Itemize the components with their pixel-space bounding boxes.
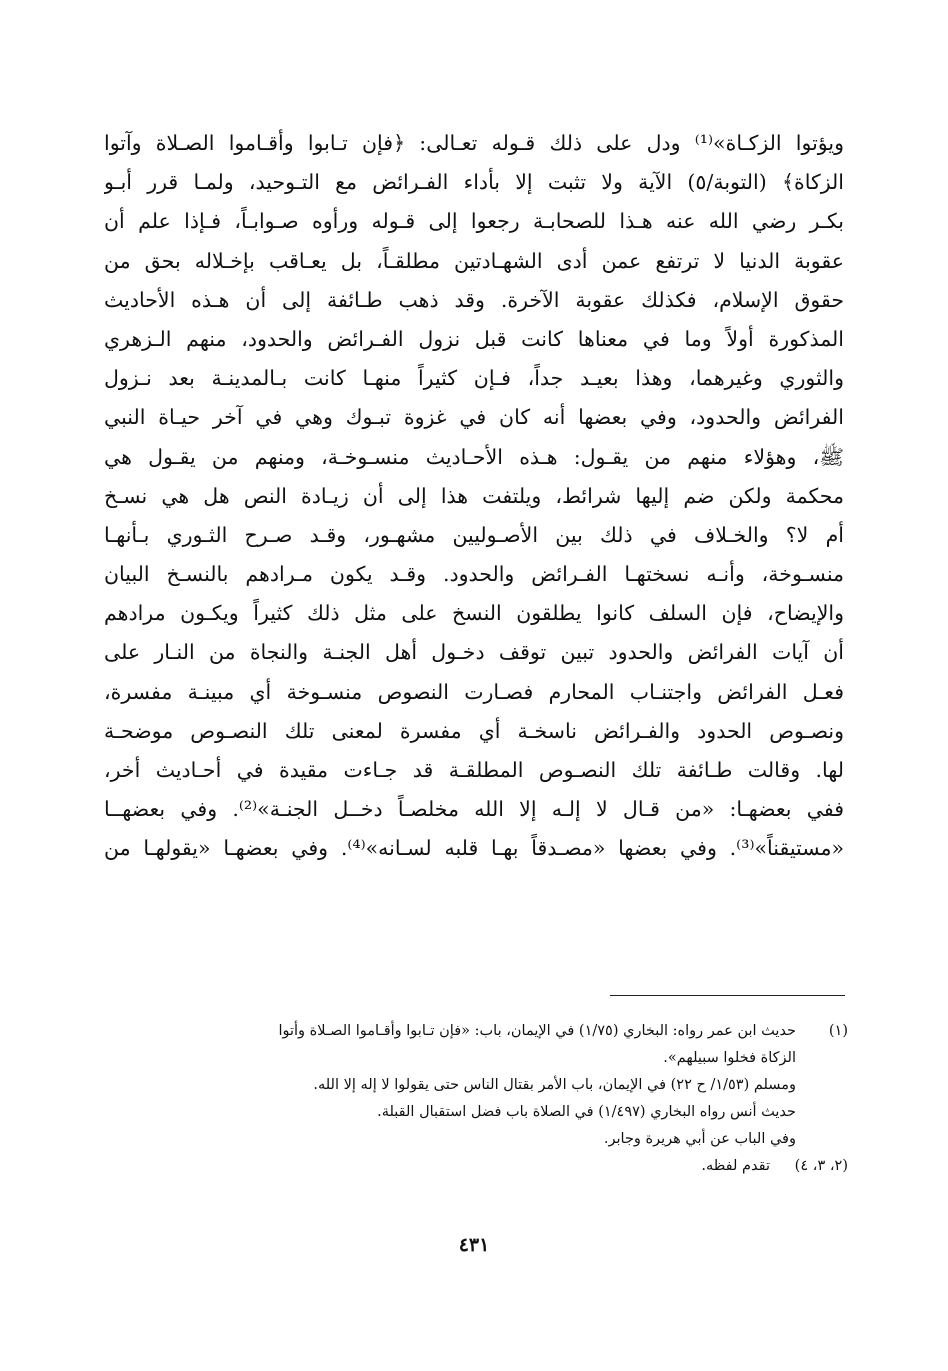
text-line: الفرائض والحدود، وفي بعضها أنه كان في غزوة تبـوك وهي في آخر حيـاة النبي bbox=[104, 405, 844, 430]
text-line: والإيضاح، فإن السلف كانوا يطلقون النسخ على مثل ذلك كثيراً ويكـون مرادهم bbox=[104, 601, 844, 626]
text-line: ونصـوص الحدود والفـرائض ناسخـة أي مفسرة لمعنى تلك النصـوص موضحـة bbox=[104, 718, 844, 743]
footnote-line: الزكاة فخلوا سبيلهم». bbox=[663, 1050, 796, 1066]
footnote-line: تقدم لفظه. bbox=[701, 1158, 770, 1174]
main-text-block bbox=[104, 124, 844, 869]
text-line: الزكاة﴾ (التوبة/٥) الآية ولا تثبت إلا بأداء الفـرائض مع التـوحيد، ولمـا قرر أبـو bbox=[104, 170, 844, 195]
text-line: لها. وقالت طـائفة تلك النصـوص المطلقـة قد جـاءت مقيدة في أحـاديث أخر، bbox=[104, 758, 844, 782]
text-line: المذكورة أولاً وما في معناها كانت قبل نزول الفـرائض والحدود، منهم الـزهري bbox=[104, 326, 844, 351]
footnote-line: ومسلم (١/٥٣/ ح ٢٢) في الإيمان، باب الأمر بقتال الناس حتى يقولوا لا إله إلا الله. bbox=[313, 1077, 796, 1093]
footnote-number: (٢، ٣، ٤) bbox=[794, 1158, 848, 1174]
page-number: ٤٣١ bbox=[458, 1234, 490, 1256]
footnote-separator bbox=[610, 995, 845, 996]
footnote-1 bbox=[102, 1018, 848, 1153]
text-line: أن آيات الفرائض والحدود تبين توقف دخـول أهل الجنـة والنجاة من النـار على bbox=[104, 640, 844, 665]
footnote-body bbox=[102, 1018, 796, 1153]
text-line: حقوق الإسلام، فكذلك عقوبة الآخرة. وقد ذهب طـائفة إلى أن هـذه الأحاديث bbox=[104, 287, 844, 312]
text-line: عقوبة الدنيا لا ترتفع عمن أدى الشهـادتين مطلقـاً، بل يعـاقب بإخـلاله بحق من bbox=[104, 248, 844, 273]
text-line: محكمة ولكن ضم إليها شرائط، ويلتفت هذا إلى أن زيـادة النص هل هي نسـخ bbox=[104, 483, 844, 508]
footnote-2-3-4 bbox=[102, 1153, 848, 1180]
footnote-body bbox=[102, 1153, 770, 1180]
text-line: «مستيقناً»⁽³⁾. وفي بعضها «مصـدقاً بهـا قلبه لسـانه»⁽⁴⁾. وفي بعضهـا «يقولهـا من bbox=[104, 836, 844, 861]
text-line: أم لا؟ والخـلاف في ذلك بين الأصـوليين مشهـور، وقـد صـرح الثـوري بـأنهـا bbox=[104, 522, 844, 547]
footnote-line: حديث أنس رواه البخاري (١/٤٩٧) في الصلاة باب فضل استقبال القبلة. bbox=[377, 1104, 796, 1120]
footnotes bbox=[102, 1018, 848, 1180]
footnote-line: حديث ابن عمر رواه: البخاري (١/٧٥) في الإيمان، باب: «فإن تـابوا وأقـاموا الصـلاة وأتوا bbox=[278, 1023, 796, 1039]
text-line: والثوري وغيرهما، وهذا بعيـد جداً، فـإن كثيراً منهـا كانت بـالمدينـة بعد نـزول bbox=[104, 366, 844, 391]
text-line: منسـوخة، وأنـه نسختهـا الفـرائض والحدود. وقـد يكون مـرادهم بالنسـخ البيان bbox=[104, 562, 844, 587]
text-line: ففي بعضهـا: «من قـال لا إلـه إلا الله مخلصـاً دخــل الجنـة»⁽²⁾. وفي بعضهــا bbox=[104, 797, 844, 822]
footnote-line: وفي الباب عن أبي هريرة وجابر. bbox=[603, 1131, 796, 1147]
text-line: فعـل الفرائض واجتنـاب المحارم فصـارت النصوص منسـوخة أي مبينـة مفسرة، bbox=[104, 679, 844, 704]
footnote-number: (١) bbox=[828, 1023, 848, 1039]
text-line: بكـر رضي الله عنه هـذا للصحابـة رجعوا إلى قـوله ورأوه صـوابـاً، فـإذا علم أن bbox=[104, 209, 844, 234]
text-line: ﷺ، وهؤلاء منهم من يقـول: هـذه الأحـاديث منسـوخـة، ومنهم من يقـول هي bbox=[104, 444, 844, 469]
text-line: ويؤتوا الزكـاة»⁽¹⁾ ودل على ذلك قـوله تعـالى: ﴿فإن تـابوا وأقـاموا الصـلاة وآتوا bbox=[104, 131, 844, 155]
